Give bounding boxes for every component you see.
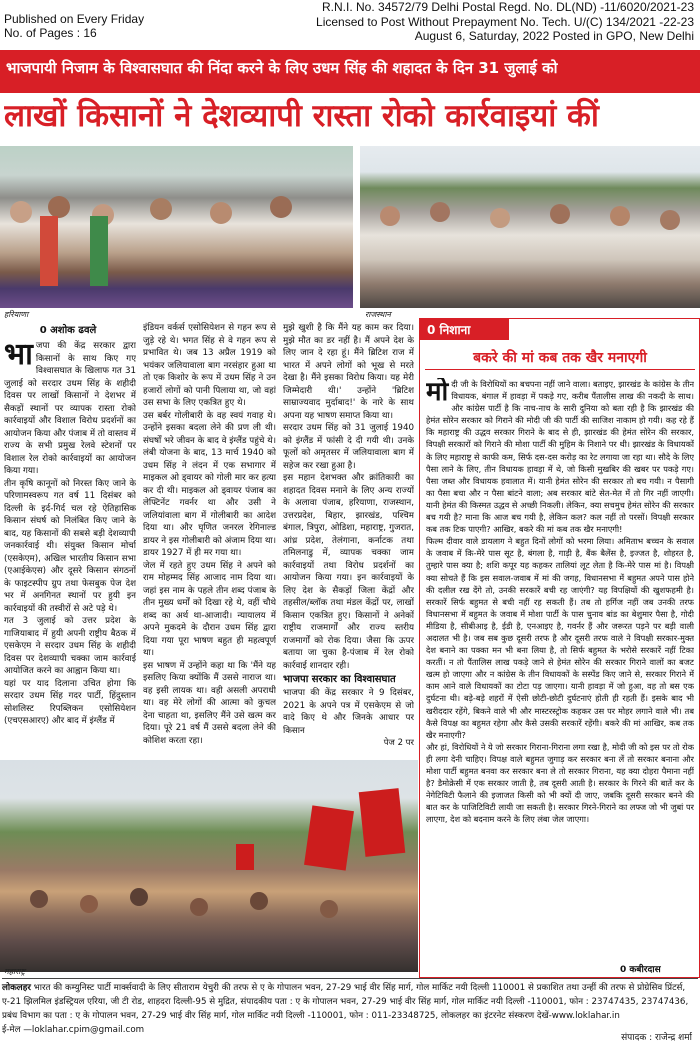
caption-haryana: हरियाणा [4, 310, 29, 319]
masthead-left [4, 12, 144, 40]
article-col2-text: इंडियन वर्कर्स एसोसियेशन से गहन रूप से जुड़े रहे थे। भगत सिंह से वे गहन रूप से प्रभावित थे। जब 13 अप्रैल 1919 को भयंकर जलियावाला बाग नरसंहार हुआ था तो एक किशोर के रूप में उधम सिंह ने उन हजारों लोगों को पानी पिलाया था, जो वहां उस सभा के लिए एकत्रित हुए थे। उस बर्बर गोलीबारी के वह स्वयं गवाह थे। उन्होंने इसका बदला लेने की प्रण ली थी। संघर्षों भरे जीवन के बाद वे इंग्लैंड पहुंचे थे। लंबी योजना के बाद, 13 मार्च 1940 को उधम सिंह ने लंदन में एक सभागार में माइकल ओ ड्वायर को गोली मार कर हत्या कर दी थी। माइकल ओ ड्वायर पंजाब का लेफ्टिनेंट गवर्नर था और उसी ने जलियांवाला बाग में गोलीबारी का आदेश दिया था। और घृणित जनरल रेगिनाल्ड डायर ने इस गोलीबारी को अंजाम दिया था। डायर 1927 में ही मर गया था। जेल में रहते हुए उधम सिंह ने अपने को राम मोहम्मद सिंह आजाद नाम दिया था। जहां इस नाम के पहले तीन शब्द पंजाब के तीन मुख्य धर्मों को दिखा रहे थे, वहीं चौथे शब्द का अर्थ था-आजादी। न्यायालय में अपने मुकदमे के दौरान उधम सिंह द्वारा दिया गया पूरा भाषण बहुत ही महत्वपूर्ण था। इस भाषण में उन्होंने कहा था कि 'मैंने यह इसलिए किया क्योंकि मैं उससे नाराज था। वह इसी लायक था। वही असली अपराधी था। वह मेरे लोगों की आत्मा को कुचल देना चाहता था, इसलिए मैंने उसे खत्म कर दिया। पूरे 21 वर्ष मैं उससे बदला लेने की कोशिश करता रहा। [143, 323, 276, 746]
masthead-right [316, 0, 694, 44]
article-column-1 [4, 340, 136, 758]
sidebar-title: बकरे की मां कब तक खैर मनाएगी [425, 348, 695, 370]
article-col3-text: मुझे खुशी है कि मैंने यह काम कर दिया। मुझे मौत का डर नहीं है। मैं अपने देश के लिए जान दे रहा हूं। मैंने ब्रिटिश राज में भारत में अपने लोगों को भूख से मरते देखा है। मैंने इसका विरोध किया। यह मेरी जिम्मेदारी थी।' उन्होंने 'ब्रिटिश साम्राज्यवाद मुर्दाबाद!' के नारे के साथ अपना यह भाषण समाप्त किया था। सरदार उधम सिंह को 31 जुलाई 1940 को इंग्लैंड में फांसी दे दी गयी थी। उनके फूलों को अमृतसर में जलियावाला बाग में सहेज कर रखा हुआ है। इस महान देशभक्त और क्रांतिकारी का शहादत दिवस मनाने के लिए अन्य राज्यों के अलावा पंजाब, हरियाणा, राजस्थान, उत्तरप्रदेश, बिहार, झारखंड, पश्चिम बंगाल, त्रिपुरा, ओडिशा, महाराष्ट्र, गुजरात, आंध्र प्रदेश, तेलंगाना, कर्नाटक तथा तमिलनाडु में, व्यापक चक्का जाम कार्रवाइयों तथा विरोध प्रदर्शनों का आयोजन किया गया। इन कार्रवाइयों के लिए देश के सैकड़ों जिला केंद्रों और तहसील/ब्लॉक तथा मंडल केंद्रों पर, लाखों किसान एकत्रित हुए। किसानों ने अनेकों राष्ट्रीय राजमार्गों और राज्य स्तरीय राजमार्गों को रोक दिया। जैसा कि ऊपर बताया जा चुका है-पंजाब में रेल रोको कार्रवाई शानदार रही। [283, 323, 414, 671]
caption-rajasthan: राजस्थान [365, 310, 391, 319]
sidebar-tag: 0 निशाना [419, 318, 509, 340]
lead-headline: लाखों किसानों ने देशव्यापी रास्ता रोको कार्रवाइयां कीं [4, 98, 599, 134]
issue-date-line: August 6, Saturday, 2022 Posted in GPO, New Delhi [414, 29, 694, 43]
article-col3b-text: भाजपा की केंद्र सरकार ने 9 दिसंबर, 2021 के अपने पत्र में एसकेएम से जो वादे किए थे और जिनके आधार पर किसान [283, 688, 414, 736]
article-byline: 0 अशोक ढवले [39, 325, 97, 336]
article-column-3 [283, 322, 414, 758]
lead-kicker: भाजपायी निजाम के विश्वासघात की निंदा करने के लिए उधम सिंह की शहादत के दिन 31 जुलाई को [6, 59, 558, 77]
protest-photo-haryana [0, 146, 353, 308]
sidebar-signature: 0 कबीरदास [620, 965, 661, 975]
license-line: Licensed to Post Without Prepayment No. Tech. U/(C) 134/2021 -22-23 [316, 14, 694, 29]
page-count: No. of Pages : 16 [4, 26, 97, 40]
sidebar-dropcap: मो [426, 378, 449, 407]
caption-maharashtra: महाराष्ट्र [4, 967, 26, 976]
article-column-2 [143, 322, 276, 758]
protest-photo-maharashtra [0, 760, 418, 972]
editor-credit: संपादक : राजेन्द्र शर्मा [621, 1033, 692, 1043]
imprint-text: भारत की कम्युनिस्ट पार्टी मार्क्सवादी के लिए सीताराम येचुरी की तरफ से ए के गोपालन भवन, 27-29 भाई वीर सिंह मार्ग, गोल मार्किट नयी दिल्ली 110001 से प्रकाशित तथा उन्हीं की तरफ से प्रोग्रेसिव प्रिंटर्स, ए-21 झिलमिल इंडस्ट्रियल एरिया, जी टी रोड, शाहदरा दिल्ली-95 से मुद्रित, संपादकीय पता : ए के गोपालन भवन, 27-29 भाई वीर सिंह मार्ग, गोल मार्किट नयी दिल्ली -110001, फोन : 23747435, 23747436, प्रबंध विभाग का पता : ए के गोपालन भवन, 27-29 भाई वीर सिंह मार्ग, गोल मार्किट नयी दिल्ली -110001, फोन : 011-23348725, लोकलहर का इंटरनेट संस्करण देखें-www.loklahar.in [2, 983, 689, 1021]
article-col1-text: जपा की केंद्र सरकार द्वारा किसानों के साथ किए गए विश्वासघात के खिलाफ गत 31 जुलाई को सरदार उधम सिंह के शहीदी दिवस पर लाखों किसानों ने देशभर में सैकड़ों स्थानों पर व्यापक रास्ता रोको कार्रवाइयों और विशाल विरोध प्रदर्शनों का आयोजन किया और पंजाब में तो वास्तव में राज्य के सभी प्रमुख रेलवे स्टेशनों पर विशाल रेल रोको कार्रवाइयों का आयोजन किया गया। तीन कृषि कानूनों को निरस्त किए जाने के परिणामस्वरूप गत वर्ष 11 दिसंबर को दिल्ली के इर्द-गिर्द चल रहे ऐतिहासिक किसान संघर्ष को निलंबित किए जाने के बाद, यह किसानों की सबसे बड़ी देशव्यापी जनकार्रवाई थी। संयुक्त किसान मोर्चा (एसकेएम), अखिल भारतीय किसान सभा (एआईकेएस) और दूसरे किसान संगठनों के फाइटस्पीप ग्रुप तथा फेसबुक पेज देश भर में अनगिनत स्थानों पर हुयी इन कार्रवाइयों की तस्वीरों से अटे पड़े थे। गत 3 जुलाई को उत्तर प्रदेश के गाजियाबाद में हुयी अपनी राष्ट्रीय बैठक में एसकेएम ने सरदार उधम सिंह के शहीदी दिवस पर देशव्यापी चक्का जाम कार्रवाई आयोजित करने का आह्वान किया था। यहां पर याद दिलाना उचित होगा कि सरदार उधम सिंह गदर पार्टी, हिंदुस्तान सोशलिस्ट रिपब्लिकन एसोसियेशन (एचएसआरए) और बाद में इंग्लैंड में [4, 341, 136, 726]
article-subhead: भाजपा सरकार का विश्वासघात [283, 674, 396, 685]
imprint-footer [2, 978, 698, 1037]
protest-photo-rajasthan [360, 146, 700, 308]
article-dropcap: भा [4, 340, 33, 372]
sidebar-text [426, 378, 694, 960]
continued-on-page: पेज 2 पर [383, 738, 414, 748]
registration-line: R.N.I. No. 34572/79 Delhi Postal Regd. No. DL(ND) -11/6020/2021-23 [322, 0, 694, 14]
publish-frequency: Published on Every Friday [4, 12, 145, 26]
imprint-email: ई-मेल —loklahar.cpim@gmail.com [2, 1025, 145, 1035]
sidebar-body: दी जी के विरोधियों का बचपना नहीं जाने वाला। बताइए, झारखंड के कांग्रेस के तीन विधायक, बंगाल में हावड़ा में पकड़े गए, करीब पैंतालीस लाख की नकदी के साथ। और कांग्रेस पार्टी है कि नाच-नाच के सारी दुनिया को बता रही है कि झारखंड की हेमंत सोरेन सरकार को गिराने की मोदी जी की पार्टी की साजिश नाकाम हो गयी। कह रहे हैं कि महाराष्ट्र की उद्धव सरकार गिराने के बाद से ही, झारखंड की हेमंत सोरेन की सरकार, विपक्षी सरकारों को गिराने की मोशा पार्टी की मुहिम के निशाने पर थी। झारखंड के विधायकों के लिए महाराष्ट्र से काफी कम, सिर्फ दस-दस करोड़ का रेट लगाया जा रहा था। सौदे के लिए पैसा लाने के लिए, तीन विधायक हावड़ा में थे, जो किसी मुखबिर की खबर पर पकड़े गए। पैसा जब्त और विधायक हवालात में। यानी हेमंत सोरेन की सरकार तो बच गयी। न पैसागी का पैसा बचा और न पैसा बांटने वाला; अब सरकार बांटे सेत-मेत में तो गिर नहीं जाएगी। यानी हेमंत की किस्मत उद्धव से अच्छी निकली। लेकिन, क्या सचमुच हेमंत सोरेन की सरकार बच गयी है? माना कि आज बच गयी है, लेकिन कल? कल नहीं तो परसों। विपक्षी सरकार कब तक टिक पाएगी? आखिर, बकरे की मां कब तक खैर मनाएगी! फिल्म दीवार वाले डायलाग ने बहुत दिनों लोगों को भरमा लिया। अमिताभ बच्चन के सवाल के जवाब में कि-मेरे पास सूट है, बंगला है, गाड़ी है, बैंक बैलेंस है, इज्जत है, शोहरत है, तुम्हारे पास क्या है; शशि कपूर यह कहकर तालियां लूट लेता है कि-मेरे पास मां है। विपक्षी क्या सोचते हैं कि इस सवाल-जवाब में मां की जगह, विधानसभा में बहुमत अपने पास होने की दलील रख देंगे तो, उनकी सरकारें बची रह जाएंगी? यह विपक्षियों की खुशफहमी है। सरकारें सिर्फ बहुमत से बची नहीं रह सकती हैं। तब तो हर्गिज नहीं जब उनकी तरफ विधानसभा में बहुमत के जवाब में मोशा पार्टी के पास चुनाव बांड का बेशुमार पैसा है, गोदी मीडिया है, सीबीआइ है, ईडी है, एनआइए है, गवर्नर हैं और जरूरत पड़ने पर बड़ी वाली अदालत भी है। जब सब कुछ दूसरी तरफ है और दूसरी तरफ वाले ने विपक्षी सरकार-मुक्त देश बनाने का पक्का मन भी बना लिया है, तो सिर्फ बहुमत के भरोसे सरकारें नहीं टिका करतीं। न तो पैंतालिस लाख पकड़े जाने से हेमंत सोरेन की सरकार गिराने वालों का बजट खत्म हो जाएगा और न कांग्रेस के तीन विधायकों के सस्पेंड किए जाने से, सरकार गिराने में काम आने वाले विधायकों का टोटा पड़ जाएगा। यानी हावड़ा में जो हुआ, वह तो बस एक दुर्घटना थी। बड़े-बड़े शहरों में ऐसी छोटी-छोटी दुर्घटनाएं होती ही रहती हैं। इसके बाद भी खरीददार रहेंगे, बिकने वाले भी और मास्टरस्ट्रोक कहकर उस पर मोहर लगाने वाले भी। तब कैसे विपक्ष का बहुमत रहेगा और कैसे उसकी सरकारें रहेंगी। बकरे की मां आखिर, कब तक खैर मनाएगी? और हां, विरोधियों ने ये जो सरकार गिराना-गिराना लगा रखा है, मोदी जी को इस पर तो रोक ही लगा देनी चाहिए। विपक्ष वाले बहुमत जुगाड़ कर सरकार बना लें तो सरकार बनाना और मोशा पार्टी बहुमत बनवा कर सरकार बना ले तो सरकार गिराना, यह क्या दोहरा पैमाना नहीं है? डैमोक्रेसी में एक सरकार जाती है, तब दूसरी आती है। सरकार के गिरने की बातें कर के नेगेटिविटी फैलाने की इजाजत किसी को भी क्यों दी जाए, जबकि दूसरी सरकार बनने की बात कर के पाजिटिविटी लायी जा सकती है। सरकार गिरने-गिराने का लफ्ज जो भी जुबां पर लाएगा, देश को बदनाम करने के लिए लंबा जेल जाएगा। [426, 379, 694, 825]
imprint-label: लोकलहर [2, 983, 31, 993]
